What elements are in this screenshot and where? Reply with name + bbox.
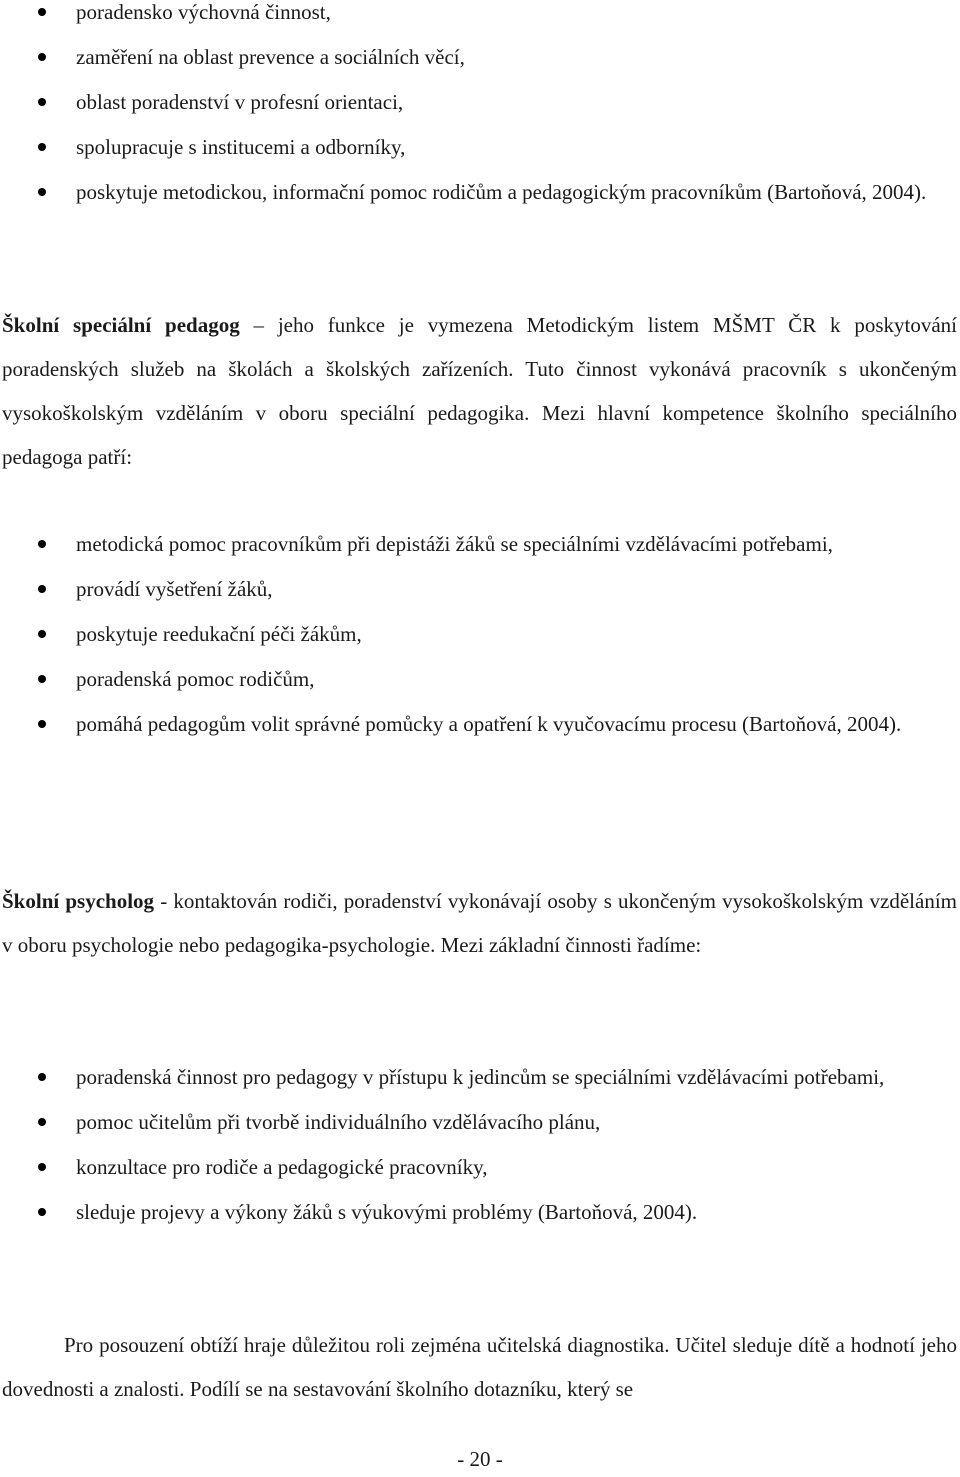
list-item: zaměření na oblast prevence a sociálních věcí, — [2, 35, 957, 80]
list-item: metodická pomoc pracovníkům při depistáži žáků se speciálními vzdělávacími potřebami, — [2, 522, 957, 567]
list-item: poskytuje metodickou, informační pomoc rodičům a pedagogickým pracovníkům (Bartoňová, 2004). — [2, 170, 957, 215]
closing-section — [2, 1323, 957, 1411]
page-number: - 20 - — [457, 1447, 503, 1471]
list-item: poradensko výchovná činnost, — [2, 0, 957, 35]
psychologist-text: - kontaktován rodiči, poradenství vykonávají osoby s ukončeným vysokoškolským vzděláním v oboru psychologie nebo pedagogika-psychologie. Mezi základní činnosti řadíme: — [2, 889, 957, 957]
list-item: spolupracuje s institucemi a odborníky, — [2, 125, 957, 170]
list-item: oblast poradenství v profesní orientaci, — [2, 80, 957, 125]
special-pedagogue-term: Školní speciální pedagog — [2, 313, 240, 337]
psychologist-paragraph — [2, 879, 957, 967]
duties-list-block — [2, 0, 957, 215]
list-item: poskytuje reedukační péči žákům, — [2, 612, 957, 657]
list-item: sleduje projevy a výkony žáků s výukovými problémy (Bartoňová, 2004). — [2, 1190, 957, 1235]
list-item: poradenská činnost pro pedagogy v přístupu k jedincům se speciálními vzdělávacími potřebami, — [2, 1055, 957, 1100]
psychologist-term: Školní psycholog — [2, 889, 155, 913]
list-item: pomoc učitelům při tvorbě individuálního vzdělávacího plánu, — [2, 1100, 957, 1145]
list-item: pomáhá pedagogům volit správné pomůcky a opatření k vyučovacímu procesu (Bartoňová, 2004). — [2, 702, 957, 747]
special-pedagogue-paragraph — [2, 303, 957, 479]
closing-paragraph: Pro posouzení obtíží hraje důležitou roli zejména učitelská diagnostika. Učitel sleduje dítě a hodnotí jeho dovednosti a znalosti. Podílí se na sestavování školního dotazníku, který se — [2, 1333, 957, 1401]
special-pedagogue-text: – jeho funkce je vymezena Metodickým listem MŠMT ČR k poskytování poradenských služeb na školách a školských zařízeních. Tuto činnost vykonává pracovník s ukončeným vysokoškolským vzděláním v oboru speciální pedagogika. Mezi hlavní kompetence školního speciálního pedagoga patří: — [2, 313, 958, 469]
special-pedagogue-competences-list — [2, 522, 957, 747]
duties-list — [2, 0, 957, 215]
psychologist-section — [2, 879, 957, 967]
list-item: konzultace pro rodiče a pedagogické pracovníky, — [2, 1145, 957, 1190]
list-item: provádí vyšetření žáků, — [2, 567, 957, 612]
psychologist-activities-block — [2, 1055, 957, 1235]
list-item: poradenská pomoc rodičům, — [2, 657, 957, 702]
special-pedagogue-section — [2, 303, 957, 479]
psychologist-activities-list — [2, 1055, 957, 1235]
special-pedagogue-competences-block — [2, 522, 957, 747]
